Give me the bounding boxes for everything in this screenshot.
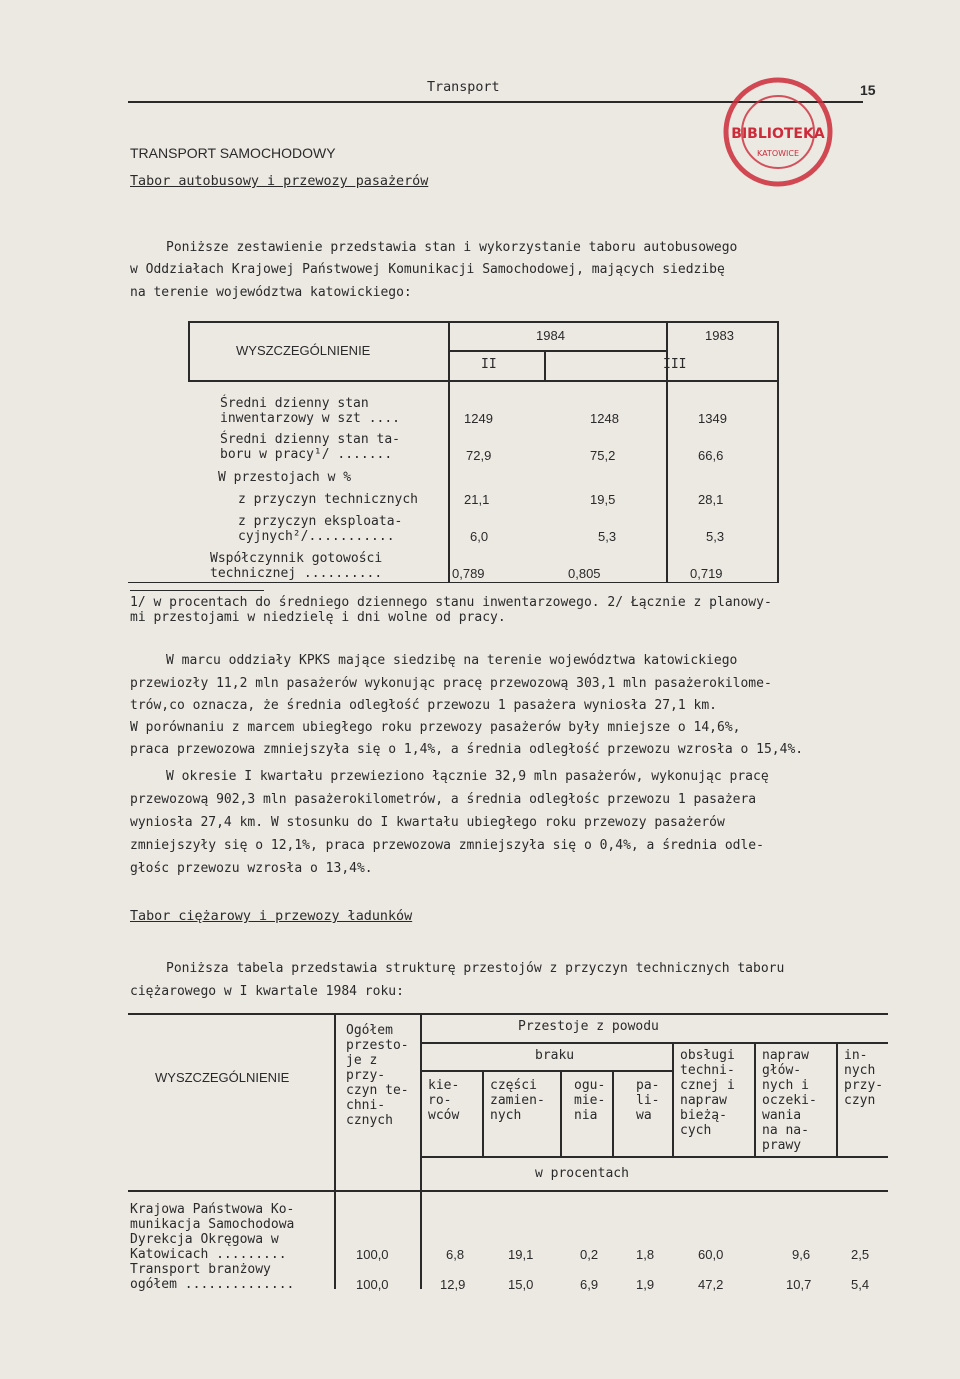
table-cell: 6,8 <box>446 1247 465 1262</box>
table-cell: 2,5 <box>851 1247 870 1262</box>
table-2-col-ogumienia: ogu- <box>574 1078 606 1093</box>
table-cell: 100,0 <box>356 1277 389 1292</box>
table-cell: 72,9 <box>466 448 492 463</box>
library-stamp-icon <box>718 72 838 192</box>
table-2-col-napraw: oczeki- <box>762 1093 817 1108</box>
footnote-line-1: 1/ w procentach do średniego dziennego stanu inwentarzowego. 2/ Łącznie z planowy- <box>130 595 772 610</box>
table-cell: 100,0 <box>356 1247 389 1262</box>
table-row-label: Współczynnik gotowości <box>210 551 383 566</box>
table-2-col-napraw: głów- <box>762 1063 802 1078</box>
table-cell: 12,9 <box>440 1277 466 1292</box>
table-cell: 75,2 <box>590 448 616 463</box>
table-2-col-napraw: nych i <box>762 1078 809 1093</box>
intro-line-2: w Oddziałach Krajowej Państwowej Komunikacji Samochodowej, mających siedzibę <box>130 262 725 277</box>
paragraph-2-line-4: zmniejszyły się o 12,1%, praca przewozowa zmniejszyła się o 0,4%, a średnia odle- <box>130 838 764 853</box>
table-2-col-total: Ogółem <box>346 1023 393 1038</box>
table-2-header-label: WYSZCZEGÓLNIENIE <box>155 1070 290 1085</box>
table-2-col-czesci: części <box>490 1078 537 1093</box>
table-2-col-paliwa: wa <box>636 1108 652 1123</box>
footnote-rule <box>130 590 264 591</box>
table-2-col-napraw: prawy <box>762 1138 802 1153</box>
intro-line-3: na terenie województwa katowickiego: <box>130 285 412 300</box>
table-row-label: z przyczyn eksploata- <box>238 514 403 529</box>
table-2-unit-row: w procentach <box>535 1166 629 1181</box>
footnote-line-2: mi przestojami w niedzielę i dni wolne od pracy. <box>130 610 506 625</box>
table-cell: 5,3 <box>706 529 725 544</box>
table-cell: 60,0 <box>698 1247 724 1262</box>
table-cell: 6,9 <box>580 1277 599 1292</box>
running-header-title: Transport <box>427 80 500 95</box>
table-2-col-innych: in- <box>844 1048 868 1063</box>
table-2-col-napraw: napraw <box>762 1048 809 1063</box>
table-cell: 19,1 <box>508 1247 534 1262</box>
table-row-label: ogółem .............. <box>130 1277 295 1292</box>
table-1-year-1984: 1984 <box>536 328 565 343</box>
table-row-label: technicznej .......... <box>210 566 383 581</box>
table-2-col-total: przy- <box>346 1068 386 1083</box>
table-row-label: Katowicach ......... <box>130 1247 287 1262</box>
table-row-label: boru w pracy¹/ ....... <box>220 447 393 462</box>
table-2-col-obslugi: cych <box>680 1123 712 1138</box>
paragraph-2-line-5: głośc przewozu wzrosła o 13,4%. <box>130 861 373 876</box>
paragraph-2-line-1: W okresie I kwartału przewieziono łącznie 32,9 mln pasażerów, wykonując pracę <box>166 769 769 784</box>
table-cell: 21,1 <box>464 492 490 507</box>
table-2-col-paliwa: li- <box>636 1093 660 1108</box>
table-row-label: Transport branżowy <box>130 1262 271 1277</box>
table-2-col-kierowcow: wców <box>428 1108 460 1123</box>
intro-2-line-2: ciężarowego w I kwartale 1984 roku: <box>130 984 404 999</box>
table-cell: 1349 <box>698 411 727 426</box>
table-cell: 1248 <box>590 411 619 426</box>
table-row-label: Dyrekcja Okręgowa w <box>130 1232 279 1247</box>
section-2-subheading: Tabor ciężarowy i przewozy ładunków <box>130 909 413 924</box>
table-cell: 0,719 <box>690 566 723 581</box>
section-subheading: Tabor autobusowy i przewozy pasażerów <box>130 174 429 189</box>
table-2-col-total: przesto- <box>346 1038 409 1053</box>
table-2-col-napraw: na na- <box>762 1123 809 1138</box>
table-2-col-ogumienia: nia <box>574 1108 598 1123</box>
table-row-label: cyjnych²/........... <box>238 529 395 544</box>
table-2-col-czesci: zamien- <box>490 1093 545 1108</box>
paragraph-1-line-5: praca przewozowa zmniejszyła się o 1,4%, a średnia odległość przewozu wzrosła o 15,4%. <box>130 742 804 757</box>
table-1-month-iii: III <box>663 357 687 372</box>
table-2-col-total: czyn te- <box>346 1083 409 1098</box>
table-cell: 10,7 <box>786 1277 812 1292</box>
paragraph-1-line-3: trów,co oznacza, że średnia odległość przewozu 1 pasażera wyniosła 27,1 km. <box>130 698 717 713</box>
table-cell: 0,805 <box>568 566 601 581</box>
table-cell: 1,8 <box>636 1247 655 1262</box>
table-2-col-innych: nych <box>844 1063 876 1078</box>
table-cell: 6,0 <box>470 529 489 544</box>
page-number: 15 <box>860 82 876 98</box>
table-2-col-obslugi: cznej i <box>680 1078 735 1093</box>
table-2-col-innych: czyn <box>844 1093 876 1108</box>
paragraph-2-line-2: przewozową 902,3 mln pasażerokilometrów, a średnia odległośc przewozu 1 pasażera <box>130 792 757 807</box>
table-cell: 5,4 <box>851 1277 870 1292</box>
table-row-label: Krajowa Państwowa Ko- <box>130 1202 295 1217</box>
table-row-label: Średni dzienny stan <box>220 396 369 411</box>
table-row-label: inwentarzowy w szt .... <box>220 411 401 426</box>
table-1-month-ii: II <box>481 357 497 372</box>
paragraph-1-line-2: przewiozły 11,2 mln pasażerów wykonując pracę przewozową 303,1 mln pasażerokilome- <box>130 676 772 691</box>
stamp-text: BIBLIOTEKA <box>731 126 825 142</box>
table-cell: 28,1 <box>698 492 724 507</box>
table-cell: 1249 <box>464 411 493 426</box>
table-cell: 5,3 <box>598 529 617 544</box>
table-cell: 19,5 <box>590 492 616 507</box>
table-1-year-1983: 1983 <box>705 328 734 343</box>
table-cell: 47,2 <box>698 1277 724 1292</box>
table-cell: 66,6 <box>698 448 724 463</box>
table-2-group-header: Przestoje z powodu <box>518 1019 659 1034</box>
table-cell: 0,2 <box>580 1247 599 1262</box>
table-1-header-label: WYSZCZEGÓLNIENIE <box>236 343 371 358</box>
table-2-col-obslugi: napraw <box>680 1093 727 1108</box>
table-2-col-total: je z <box>346 1053 378 1068</box>
paragraph-1-line-1: W marcu oddziały KPKS mające siedzibę na terenie województwa katowickiego <box>166 653 738 668</box>
table-2-col-paliwa: pa- <box>636 1078 660 1093</box>
table-row-label: Średni dzienny stan ta- <box>220 432 401 447</box>
section-heading: TRANSPORT SAMOCHODOWY <box>130 145 336 161</box>
table-2-col-kierowcow: kie- <box>428 1078 460 1093</box>
table-2-col-napraw: wania <box>762 1108 802 1123</box>
table-cell: 15,0 <box>508 1277 534 1292</box>
table-cell: 0,789 <box>452 566 485 581</box>
intro-2-line-1: Poniższa tabela przedstawia strukturę przestojów z przyczyn technicznych taboru <box>166 961 785 976</box>
paragraph-2-line-3: wyniosła 27,4 km. W stosunku do I kwartału ubiegłego roku przewozy pasażerów <box>130 815 725 830</box>
table-2-col-ogumienia: mie- <box>574 1093 606 1108</box>
table-cell: 1,9 <box>636 1277 655 1292</box>
table-2-col-obslugi: bieżą- <box>680 1108 727 1123</box>
table-2-col-czesci: nych <box>490 1108 522 1123</box>
table-2-col-obslugi: techni- <box>680 1063 735 1078</box>
intro-line-1: Poniższe zestawienie przedstawia stan i wykorzystanie taboru autobusowego <box>166 240 738 255</box>
table-2-col-total: cznych <box>346 1113 393 1128</box>
table-2-col-innych: przy- <box>844 1078 884 1093</box>
table-row-label: W przestojach w % <box>218 470 352 485</box>
paragraph-1-line-4: W porównaniu z marcem ubiegłego roku przewozy pasażerów były mniejsze o 14,6%, <box>130 720 741 735</box>
table-2-col-kierowcow: ro- <box>428 1093 452 1108</box>
stamp-text-bottom: KATOWICE <box>756 149 800 158</box>
table-2-col-obslugi: obsługi <box>680 1048 735 1063</box>
table-2-subgroup-header: braku <box>535 1048 575 1063</box>
table-row-label: munikacja Samochodowa <box>130 1217 295 1232</box>
table-cell: 9,6 <box>792 1247 811 1262</box>
table-row-label: z przyczyn technicznych <box>238 492 419 507</box>
table-2-col-total: chni- <box>346 1098 386 1113</box>
